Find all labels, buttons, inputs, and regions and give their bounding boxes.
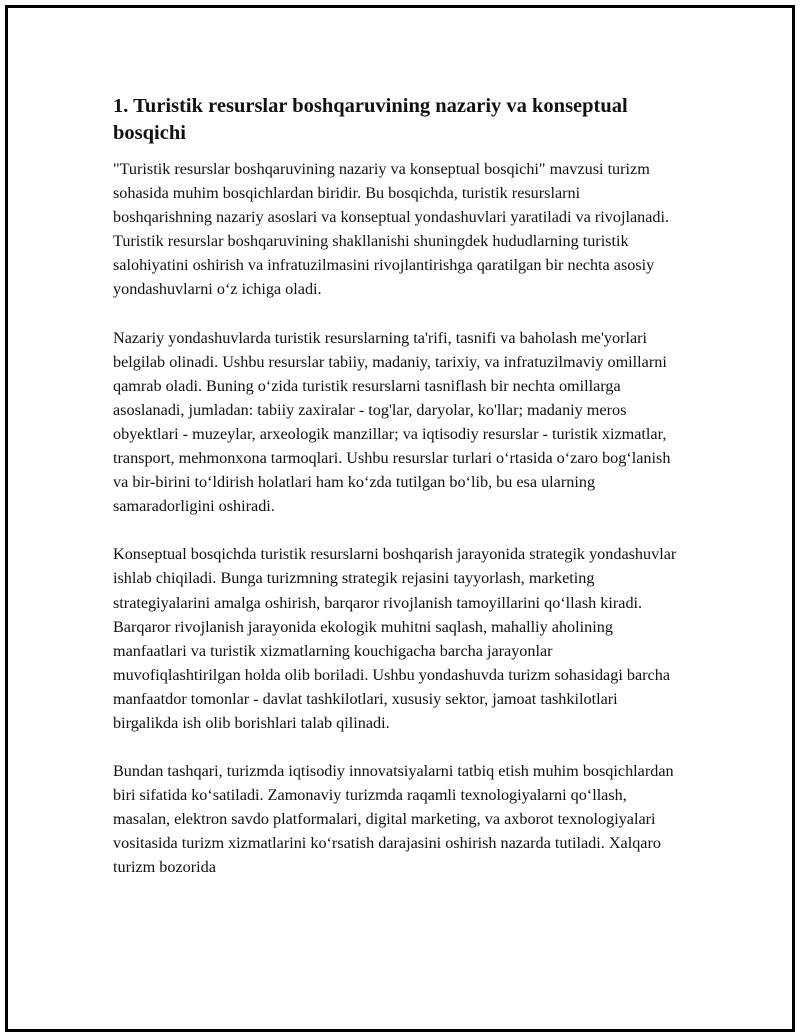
paragraph-innovations: Bundan tashqari, turizmda iqtisodiy innovatsiyalarni tatbiq etish muhim bosqichlardan biri sifatida koʻsatiladi. Zamonaviy turizmda raqamli texnologiyalarni qoʻllash, masalan, elektron savdo platformalari, digital marketing, va axborot texnologiyalari vositasida turizm xizmatlarini koʻrsatish darajasini oshirish nazarda tutiladi. Xalqaro turizm bozorida: [113, 762, 674, 877]
document-body: [113, 93, 679, 904]
section-heading: 1. Turistik resurslar boshqaruvining nazariy va konseptual bosqichi: [113, 95, 628, 144]
paragraph-intro: "Turistik resurslar boshqaruvining nazariy va konseptual bosqichi" mavzusi turizm sohasida muhim bosqichlardan biridir. Bu bosqichda, turistik resurslarni boshqarishning nazariy asoslari va konseptual yondashuvlari yaratiladi va rivojlanadi. Turistik resurslar boshqaruvining shakllanishi shuningdek hududlarning turistik salohiyatini oshirish va infratuzilmasini rivojlantirishga qaratilgan bir nechta asosiy yondashuvlarni oʻz ichiga oladi.: [113, 160, 670, 299]
paragraph-theoretical-approaches: Nazariy yondashuvlarda turistik resurslarning ta'rifi, tasnifi va baholash me'yorlari belgilab olinadi. Ushbu resurslar tabiiy, madaniy, tarixiy, va infratuzilmaviy omillarni qamrab oladi. Buning oʻzida turistik resurslarni tasniflash bir nechta omillarga asoslanadi, jumladan: tabiiy zaxiralar - tog'lar, daryolar, ko'llar; madaniy meros obyektlari - muzeylar, arxeologik manzillar; va iqtisodiy resurslar - turistik xizmatlar, transport, mehmonxona tarmoqlari. Ushbu resurslar turlari oʻrtasida oʻzaro bogʻlanish va bir-birini toʻldirish holatlari ham koʻzda tutilgan boʻlib, bu esa ularning samaradorligini oshiradi.: [113, 328, 671, 516]
paragraph-conceptual-stage: Konseptual bosqichda turistik resurslarni boshqarish jarayonida strategik yondashuvlar ishlab chiqiladi. Bunga turizmning strategik rejasini tayyorlash, marketing strategiyalarini amalga oshirish, barqaror rivojlanish tamoyillarini qoʻllash kiradi. Barqaror rivojlanish jarayonida ekologik muhitni saqlash, mahalliy aholining manfaatlari va turistik xizmatlarning kouchigacha barcha jarayonlar muvofiqlashtirilgan holda olib boriladi. Ushbu yondashuvda turizm sohasidagi barcha manfaatdor tomonlar - davlat tashkilotlari, xususiy sektor, jamoat tashkilotlari birgalikda ish olib borishlari talab qilinadi.: [113, 545, 677, 732]
